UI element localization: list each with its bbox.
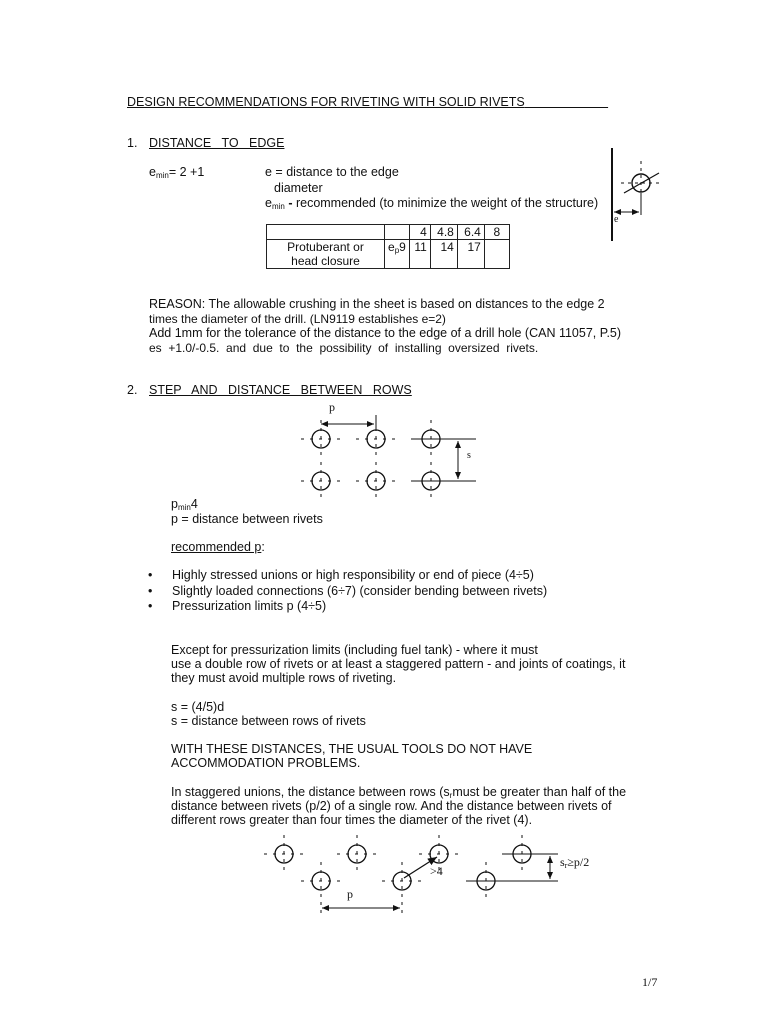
staggered-line3: different rows greater than four times the diameter of the rivet (4). [171,813,533,827]
section2-heading: STEP AND DISTANCE BETWEEN ROWS [149,383,412,397]
bullet-dot: • [148,584,153,598]
emin-symbol: e [149,165,156,179]
rec-subscript: min [271,202,285,211]
recommended-p-label: recommended p [171,540,262,554]
ep-value: 9 [399,240,406,254]
pitch-figure-label-p: p [329,400,335,414]
staggered-line1-b: must be greater than half of the [452,785,627,799]
emin-value: = 2 +1 [168,165,205,179]
rivet-symbol [301,420,343,458]
pitch-figure-label-s: s [467,450,471,461]
s-definition: s = distance between rows of rivets [171,714,366,728]
staggered-subscript: r [449,791,453,800]
rivet-symbol [356,420,398,458]
s-formula: s = (4/5)d [171,700,225,714]
section1-number: 1. [127,136,138,150]
stagger-figure-label-p: p [347,887,353,901]
reason-line4: es +1.0/-0.5. and due to the possibility of installing oversized rivets. [149,341,539,355]
recommended-colon: : [261,540,265,554]
emin-subscript: min [155,171,169,180]
table-value-cell: 14 [430,240,457,269]
fig2-s-subscript: r [564,861,568,870]
page-number: 1/7 [642,975,658,989]
stagger-figure-label-gt4: >4 [430,864,443,878]
bullet-dot: • [148,599,153,613]
ep-symbol: e [388,240,395,254]
rivet-symbol [419,835,459,873]
reason-line2: times the diameter of the drill. (LN9119 establishes e=2) [149,312,446,326]
section2-number: 2. [127,383,138,397]
section1-heading: DISTANCE TO EDGE [149,136,285,150]
e-definition-line2: diameter [274,181,323,195]
caps-line2: ACCOMMODATION PROBLEMS. [171,756,361,770]
reason-line3: Add 1mm for the tolerance of the distance to the edge of a drill hole (CAN 11057, P.5) [149,326,622,340]
except-line3: they must avoid multiple rows of riveting. [171,671,397,685]
bullet-item: Highly stressed unions or high responsibility or end of piece (4÷5) [172,568,534,582]
rivet-symbol [301,462,343,500]
pmin-symbol: p [171,497,178,511]
table-header-cell: 8 [484,225,509,240]
bullet-dot: • [148,568,153,582]
pmin-value: 4 [190,497,198,511]
except-line1: Except for pressurization limits (including fuel tank) - where it must [171,643,538,657]
rec-text: recommended (to minimize the weight of the structure) [295,196,599,210]
rivet-symbol [301,862,341,915]
caps-line1: WITH THESE DISTANCES, THE USUAL TOOLS DO NOT HAVE [171,742,533,756]
rivet-symbol [466,862,558,900]
pmin-subscript: min [177,503,191,512]
table-header-cell: 4.8 [430,225,457,240]
rows-figure [301,415,476,500]
table-header-cell: 4 [409,225,430,240]
staggered-line2: distance between rivets (p/2) of a single row. And the distance between rivets of [171,799,612,813]
staggered-figure [264,835,558,915]
except-line2: use a double row of rivets or at least a staggered pattern - and joints of coatings, it [171,657,626,671]
p-definition: p = distance between rivets [171,512,323,526]
edge-figure-label-e: e [614,214,619,225]
staggered-line1-a: In staggered unions, the distance between rows (s [171,785,450,799]
table-value-cell: 11 [409,240,430,269]
table-value-cell: 17 [457,240,484,269]
rivet-symbol [264,835,304,873]
bullet-item: Slightly loaded connections (6÷7) (consider bending between rivets) [172,584,548,598]
e-definition-line1: e = distance to the edge [265,165,399,179]
edge-distance-figure [612,148,663,241]
fig2-s-rest: ≥p/2 [567,855,590,869]
table-header-cell: 6.4 [457,225,484,240]
bullet-item: Pressurization limits p (4÷5) [172,599,327,613]
reason-line1: REASON: The allowable crushing in the sheet is based on distances to the edge 2 [149,297,605,311]
rivet-symbol [411,420,476,458]
rec-dash: - [284,196,296,210]
page-title-text: DESIGN RECOMMENDATIONS FOR RIVETING WITH SOLID RIVETS [127,95,525,109]
rec-symbol: e [265,196,272,210]
rivet-symbol [411,462,476,500]
fig2-s-symbol: s [560,855,565,869]
rivet-symbol [337,835,377,873]
row-label-line1: Protuberant or [287,240,364,254]
row-label-line2: head closure [291,254,360,268]
rivet-symbol [356,462,398,500]
diagonal-distance-arrow [404,857,437,878]
ep-subscript: p [394,246,400,255]
